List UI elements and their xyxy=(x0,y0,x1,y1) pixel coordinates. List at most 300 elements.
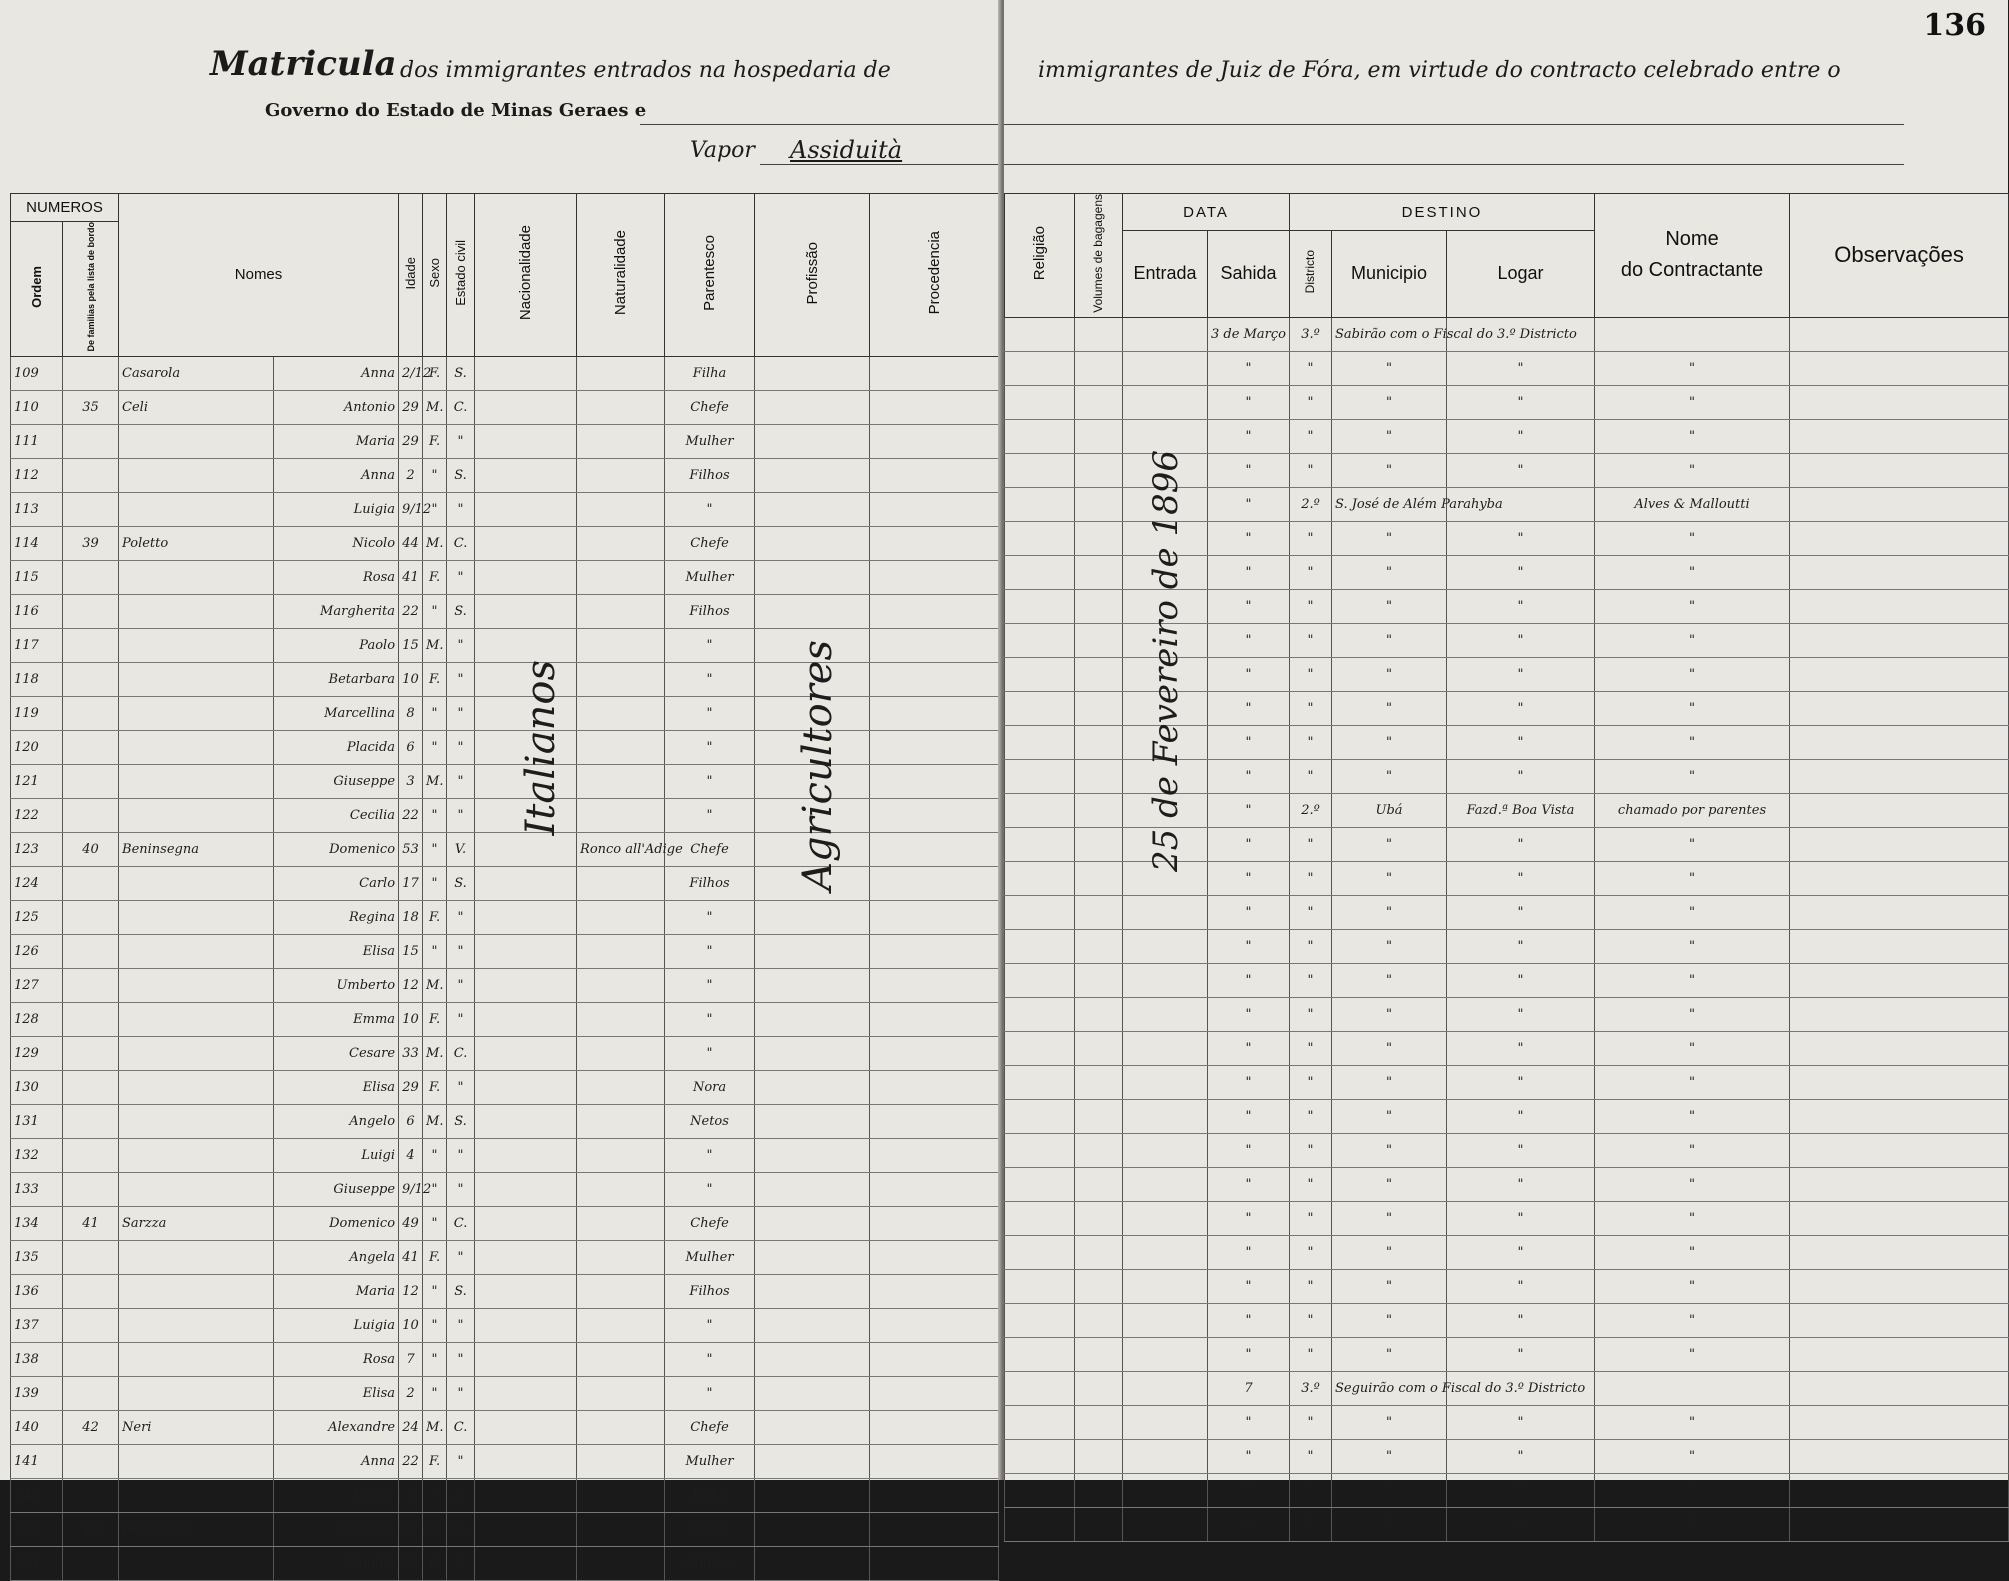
naturalidade-cell xyxy=(577,696,665,730)
profissao-annotation: Agricultores xyxy=(795,640,841,891)
familia-cell: 39 xyxy=(63,526,119,560)
familia-cell xyxy=(63,1342,119,1376)
surname-cell xyxy=(119,424,274,458)
sahida-cell: " xyxy=(1208,963,1290,997)
idade-cell: 29 xyxy=(399,1070,423,1104)
municipio-cell: " xyxy=(1332,1473,1447,1507)
sexo-cell: M. xyxy=(423,1104,447,1138)
naturalidade-cell xyxy=(577,662,665,696)
naturalidade-cell xyxy=(577,458,665,492)
religiao-cell xyxy=(1005,997,1075,1031)
contractante-cell: " xyxy=(1595,1439,1790,1473)
observacoes-cell xyxy=(1790,521,2009,555)
given-name-cell: Paolo xyxy=(274,628,399,662)
sahida-cell: " xyxy=(1208,589,1290,623)
idade-cell: 38 xyxy=(399,1512,423,1546)
procedencia-cell xyxy=(870,1206,999,1240)
table-row xyxy=(11,798,999,832)
table-row xyxy=(11,1342,999,1376)
idade-cell: 12 xyxy=(399,968,423,1002)
left-ledger-table xyxy=(10,193,999,1581)
logar-cell: " xyxy=(1447,861,1595,895)
ordem-cell: 128 xyxy=(11,1002,63,1036)
sexo-cell: F. xyxy=(423,1444,447,1478)
idade-cell: 8 xyxy=(399,696,423,730)
familia-cell xyxy=(63,1274,119,1308)
naturalidade-cell xyxy=(577,798,665,832)
given-name-cell: Rosa xyxy=(274,560,399,594)
logar-cell: " xyxy=(1447,589,1595,623)
volumes-cell xyxy=(1075,1031,1123,1065)
municipio-cell: " xyxy=(1332,419,1447,453)
table-row xyxy=(11,696,999,730)
table-row xyxy=(11,1138,999,1172)
given-name-cell: Regina xyxy=(274,900,399,934)
parentesco-cell: " xyxy=(665,696,755,730)
sahida-cell: " xyxy=(1208,861,1290,895)
entrada-cell xyxy=(1123,1201,1208,1235)
idade-cell: 41 xyxy=(399,560,423,594)
sexo-cell: M. xyxy=(423,390,447,424)
table-row xyxy=(11,1478,999,1512)
sahida-cell: " xyxy=(1208,1337,1290,1371)
volumes-cell xyxy=(1075,1201,1123,1235)
municipio-cell: " xyxy=(1332,827,1447,861)
observacoes-cell xyxy=(1790,1167,2009,1201)
parentesco-cell: Mulher xyxy=(665,560,755,594)
contractante-cell: " xyxy=(1595,1303,1790,1337)
parentesco-cell: " xyxy=(665,1002,755,1036)
naturalidade-cell xyxy=(577,1274,665,1308)
naturalidade-cell xyxy=(577,390,665,424)
ordem-cell: 112 xyxy=(11,458,63,492)
religiao-cell xyxy=(1005,1507,1075,1541)
sexo-cell: " xyxy=(423,1138,447,1172)
idade-cell: 7 xyxy=(399,1342,423,1376)
table-row xyxy=(11,1546,999,1580)
estado-civil-cell: " xyxy=(447,696,475,730)
ordem-cell: 139 xyxy=(11,1376,63,1410)
familia-cell xyxy=(63,424,119,458)
surname-cell xyxy=(119,1070,274,1104)
procedencia-cell xyxy=(870,1444,999,1478)
familia-cell xyxy=(63,560,119,594)
sahida-cell: " xyxy=(1208,555,1290,589)
sahida-cell: " xyxy=(1208,929,1290,963)
logar-header: Logar xyxy=(1447,231,1595,318)
volumes-cell xyxy=(1075,1167,1123,1201)
procedencia-cell xyxy=(870,526,999,560)
parentesco-cell: Mulher xyxy=(665,1444,755,1478)
ordem-cell: 124 xyxy=(11,866,63,900)
districto-cell: " xyxy=(1290,1133,1332,1167)
procedencia-cell xyxy=(870,1172,999,1206)
estado-civil-cell: C. xyxy=(447,390,475,424)
table-row xyxy=(11,628,999,662)
entrada-cell xyxy=(1123,1235,1208,1269)
sexo-cell: F. xyxy=(423,560,447,594)
religiao-cell xyxy=(1005,963,1075,997)
entrada-cell xyxy=(1123,419,1208,453)
nacionalidade-cell xyxy=(475,1036,577,1070)
observacoes-cell xyxy=(1790,1133,2009,1167)
contractante-cell: " xyxy=(1595,1065,1790,1099)
districto-cell: " xyxy=(1290,623,1332,657)
entrada-cell xyxy=(1123,1167,1208,1201)
naturalidade-cell xyxy=(577,356,665,390)
familia-cell xyxy=(63,1546,119,1580)
religiao-cell xyxy=(1005,385,1075,419)
religiao-cell xyxy=(1005,1371,1075,1405)
entrada-cell xyxy=(1123,1439,1208,1473)
sexo-cell: " xyxy=(423,1308,447,1342)
table-row xyxy=(1005,895,2009,929)
ordem-cell: 143 xyxy=(11,1512,63,1546)
table-row xyxy=(1005,419,2009,453)
religiao-cell xyxy=(1005,1337,1075,1371)
surname-cell xyxy=(119,1104,274,1138)
contractante-cell: chamado por parentes xyxy=(1595,793,1790,827)
ordem-cell: 119 xyxy=(11,696,63,730)
profissao-cell xyxy=(755,1546,870,1580)
naturalidade-cell xyxy=(577,1376,665,1410)
observacoes-cell xyxy=(1790,487,2009,521)
logar-cell: " xyxy=(1447,1473,1595,1507)
religiao-cell xyxy=(1005,453,1075,487)
nacionalidade-cell xyxy=(475,458,577,492)
municipio-cell: " xyxy=(1332,351,1447,385)
contractante-cell: " xyxy=(1595,963,1790,997)
nacionalidade-cell xyxy=(475,1478,577,1512)
idade-cell: 2 xyxy=(399,458,423,492)
districto-cell: 3.º xyxy=(1290,1371,1332,1405)
page-number: 136 xyxy=(1923,8,1986,43)
contractante-cell: " xyxy=(1595,1337,1790,1371)
volumes-cell xyxy=(1075,453,1123,487)
sexo-cell: M. xyxy=(423,1410,447,1444)
estado-civil-cell: S. xyxy=(447,594,475,628)
surname-cell xyxy=(119,628,274,662)
parentesco-cell: " xyxy=(665,968,755,1002)
districto-cell: " xyxy=(1290,759,1332,793)
contractante-cell: " xyxy=(1595,657,1790,691)
observacoes-cell xyxy=(1790,691,2009,725)
sahida-cell: " xyxy=(1208,487,1290,521)
procedencia-cell xyxy=(870,356,999,390)
parentesco-cell: " xyxy=(665,764,755,798)
municipio-cell: S. José de Além Parahyba xyxy=(1332,487,1447,521)
volumes-cell xyxy=(1075,589,1123,623)
table-row xyxy=(11,1376,999,1410)
districto-cell: " xyxy=(1290,1235,1332,1269)
familia-cell xyxy=(63,1138,119,1172)
table-row xyxy=(1005,1473,2009,1507)
profissao-cell xyxy=(755,458,870,492)
naturalidade-cell xyxy=(577,1342,665,1376)
volumes-cell xyxy=(1075,1337,1123,1371)
districto-cell: " xyxy=(1290,929,1332,963)
idade-cell: 22 xyxy=(399,798,423,832)
municipio-cell: " xyxy=(1332,1031,1447,1065)
sahida-cell: " xyxy=(1208,1507,1290,1541)
idade-cell: 3 xyxy=(399,764,423,798)
sahida-header: Sahida xyxy=(1208,231,1290,318)
given-name-cell: Alexandre xyxy=(274,1410,399,1444)
surname-cell xyxy=(119,1274,274,1308)
districto-cell: " xyxy=(1290,1167,1332,1201)
surname-cell xyxy=(119,594,274,628)
nacionalidade-cell xyxy=(475,1444,577,1478)
table-row xyxy=(1005,1133,2009,1167)
municipio-cell: " xyxy=(1332,963,1447,997)
sahida-cell: " xyxy=(1208,725,1290,759)
given-name-cell: Margherita xyxy=(274,594,399,628)
naturalidade-cell xyxy=(577,1172,665,1206)
naturalidade-header: Naturalidade xyxy=(577,194,665,357)
entrada-cell xyxy=(1123,351,1208,385)
estado-civil-cell: S. xyxy=(447,458,475,492)
religiao-header: Religião xyxy=(1005,194,1075,318)
districto-cell: " xyxy=(1290,827,1332,861)
table-row xyxy=(11,1444,999,1478)
surname-cell xyxy=(119,900,274,934)
familia-cell xyxy=(63,934,119,968)
logar-cell: " xyxy=(1447,385,1595,419)
nacionalidade-cell xyxy=(475,560,577,594)
ordem-header: Ordem xyxy=(11,222,63,357)
sexo-cell: F. xyxy=(423,662,447,696)
surname-cell: Bergamini xyxy=(119,1512,274,1546)
estado-civil-cell: " xyxy=(447,424,475,458)
nacionalidade-cell xyxy=(475,594,577,628)
idade-cell: 18 xyxy=(399,900,423,934)
logar-cell: " xyxy=(1447,1099,1595,1133)
volumes-cell xyxy=(1075,555,1123,589)
table-row xyxy=(11,458,999,492)
given-name-cell: Giuseppe xyxy=(274,1172,399,1206)
familia-cell xyxy=(63,1002,119,1036)
contractante-cell: " xyxy=(1595,1201,1790,1235)
given-name-cell: Antonio xyxy=(274,390,399,424)
left-ledger-page xyxy=(0,0,1002,1571)
table-row xyxy=(1005,929,2009,963)
data-header: DATA xyxy=(1123,194,1290,231)
idade-cell: 22 xyxy=(399,594,423,628)
title-matricula: Matricula xyxy=(210,44,397,84)
table-row xyxy=(11,1410,999,1444)
contractante-cell: " xyxy=(1595,861,1790,895)
table-row xyxy=(11,424,999,458)
parentesco-cell: " xyxy=(665,492,755,526)
naturalidade-cell xyxy=(577,1206,665,1240)
familia-cell xyxy=(63,1444,119,1478)
sexo-cell: F. xyxy=(423,1002,447,1036)
volumes-cell xyxy=(1075,1269,1123,1303)
given-name-cell: Angela xyxy=(274,1240,399,1274)
municipio-cell: " xyxy=(1332,1337,1447,1371)
profissao-cell xyxy=(755,900,870,934)
surname-cell xyxy=(119,1546,274,1580)
sexo-cell: F. xyxy=(423,1240,447,1274)
observacoes-cell xyxy=(1790,1065,2009,1099)
estado-civil-cell: " xyxy=(447,1070,475,1104)
familia-cell xyxy=(63,458,119,492)
contractante-cell: " xyxy=(1595,453,1790,487)
volumes-cell xyxy=(1075,1303,1123,1337)
estado-civil-cell: " xyxy=(447,628,475,662)
municipio-cell: " xyxy=(1332,1201,1447,1235)
header-rule xyxy=(1004,124,1904,125)
religiao-cell xyxy=(1005,1031,1075,1065)
procedencia-cell xyxy=(870,798,999,832)
parentesco-cell: Filhos xyxy=(665,866,755,900)
districto-cell: " xyxy=(1290,1065,1332,1099)
nacionalidade-cell xyxy=(475,1172,577,1206)
nacionalidade-cell xyxy=(475,1206,577,1240)
districto-cell: " xyxy=(1290,861,1332,895)
estado-civil-header: Estado civil xyxy=(447,194,475,357)
logar-cell: " xyxy=(1447,997,1595,1031)
naturalidade-cell xyxy=(577,764,665,798)
entrada-cell xyxy=(1123,963,1208,997)
religiao-cell xyxy=(1005,1133,1075,1167)
volumes-header: Volumes de bagagens xyxy=(1075,194,1123,318)
procedencia-cell xyxy=(870,968,999,1002)
observacoes-cell xyxy=(1790,1473,2009,1507)
surname-cell xyxy=(119,866,274,900)
entrada-cell xyxy=(1123,1303,1208,1337)
procedencia-cell xyxy=(870,1376,999,1410)
parentesco-cell: Nora xyxy=(665,1070,755,1104)
religiao-cell xyxy=(1005,1439,1075,1473)
familia-cell xyxy=(63,1172,119,1206)
volumes-cell xyxy=(1075,1507,1123,1541)
profissao-cell xyxy=(755,1444,870,1478)
observacoes-cell xyxy=(1790,963,2009,997)
observacoes-cell xyxy=(1790,657,2009,691)
procedencia-cell xyxy=(870,594,999,628)
profissao-cell xyxy=(755,1376,870,1410)
nomes-header: Nomes xyxy=(119,194,399,357)
nacionalidade-cell xyxy=(475,1240,577,1274)
familia-cell: 41 xyxy=(63,1206,119,1240)
religiao-cell xyxy=(1005,623,1075,657)
familia-cell xyxy=(63,1376,119,1410)
logar-cell: " xyxy=(1447,1235,1595,1269)
observacoes-cell xyxy=(1790,351,2009,385)
volumes-cell xyxy=(1075,623,1123,657)
naturalidade-cell xyxy=(577,866,665,900)
logar-cell: " xyxy=(1447,555,1595,589)
districto-cell: " xyxy=(1290,1337,1332,1371)
procedencia-cell xyxy=(870,866,999,900)
profissao-cell xyxy=(755,390,870,424)
logar-cell: Fazd.ª Boa Vista xyxy=(1447,793,1595,827)
parentesco-cell: Mulher xyxy=(665,424,755,458)
contractante-cell: " xyxy=(1595,351,1790,385)
districto-cell: " xyxy=(1290,1031,1332,1065)
procedencia-cell xyxy=(870,1512,999,1546)
volumes-cell xyxy=(1075,1065,1123,1099)
entrada-cell xyxy=(1123,1133,1208,1167)
observacoes-cell xyxy=(1790,1371,2009,1405)
religiao-cell xyxy=(1005,419,1075,453)
volumes-cell xyxy=(1075,997,1123,1031)
given-name-cell: Giovanni xyxy=(274,1512,399,1546)
nacionalidade-cell xyxy=(475,1342,577,1376)
districto-header: Districto xyxy=(1290,231,1332,318)
parentesco-header: Parentesco xyxy=(665,194,755,357)
estado-civil-cell: " xyxy=(447,1002,475,1036)
observacoes-cell xyxy=(1790,929,2009,963)
table-row xyxy=(11,356,999,390)
contractante-cell: " xyxy=(1595,385,1790,419)
estado-civil-cell: " xyxy=(447,1342,475,1376)
ordem-cell: 120 xyxy=(11,730,63,764)
observacoes-cell xyxy=(1790,623,2009,657)
sahida-cell: " xyxy=(1208,1201,1290,1235)
municipio-cell: " xyxy=(1332,725,1447,759)
familia-cell xyxy=(63,730,119,764)
volumes-cell xyxy=(1075,1235,1123,1269)
table-row xyxy=(11,1206,999,1240)
parentesco-cell: Chefe xyxy=(665,526,755,560)
table-row xyxy=(1005,351,2009,385)
ordem-cell: 137 xyxy=(11,1308,63,1342)
volumes-cell xyxy=(1075,725,1123,759)
table-row xyxy=(1005,1235,2009,1269)
sahida-cell: " xyxy=(1208,1099,1290,1133)
ordem-cell: 131 xyxy=(11,1104,63,1138)
sahida-cell: " xyxy=(1208,1439,1290,1473)
parentesco-cell: " xyxy=(665,900,755,934)
religiao-cell xyxy=(1005,691,1075,725)
parentesco-cell: Filha xyxy=(665,1478,755,1512)
volumes-cell xyxy=(1075,521,1123,555)
contractante-cell: " xyxy=(1595,623,1790,657)
observacoes-cell xyxy=(1790,555,2009,589)
familia-cell: 35 xyxy=(63,390,119,424)
sahida-cell: 7 xyxy=(1208,1371,1290,1405)
observacoes-cell xyxy=(1790,759,2009,793)
observacoes-cell xyxy=(1790,419,2009,453)
familia-cell: 43 xyxy=(63,1512,119,1546)
idade-cell: 10 xyxy=(399,1002,423,1036)
ordem-cell: 110 xyxy=(11,390,63,424)
table-row xyxy=(1005,1201,2009,1235)
sahida-cell: " xyxy=(1208,895,1290,929)
given-name-cell: Anna xyxy=(274,458,399,492)
surname-cell xyxy=(119,1002,274,1036)
estado-civil-cell: " xyxy=(447,764,475,798)
table-row xyxy=(11,730,999,764)
sexo-cell: F. xyxy=(423,424,447,458)
ordem-cell: 109 xyxy=(11,356,63,390)
profissao-cell xyxy=(755,1274,870,1308)
entrada-cell xyxy=(1123,317,1208,351)
sahida-cell: " xyxy=(1208,657,1290,691)
contractante-cell: " xyxy=(1595,997,1790,1031)
ordem-cell: 140 xyxy=(11,1410,63,1444)
sexo-cell: " xyxy=(423,1274,447,1308)
municipio-cell: " xyxy=(1332,589,1447,623)
profissao-cell xyxy=(755,1002,870,1036)
naturalidade-cell xyxy=(577,900,665,934)
profissao-cell xyxy=(755,968,870,1002)
sahida-cell: " xyxy=(1208,793,1290,827)
sexo-header: Sexo xyxy=(423,194,447,357)
municipio-cell: " xyxy=(1332,521,1447,555)
